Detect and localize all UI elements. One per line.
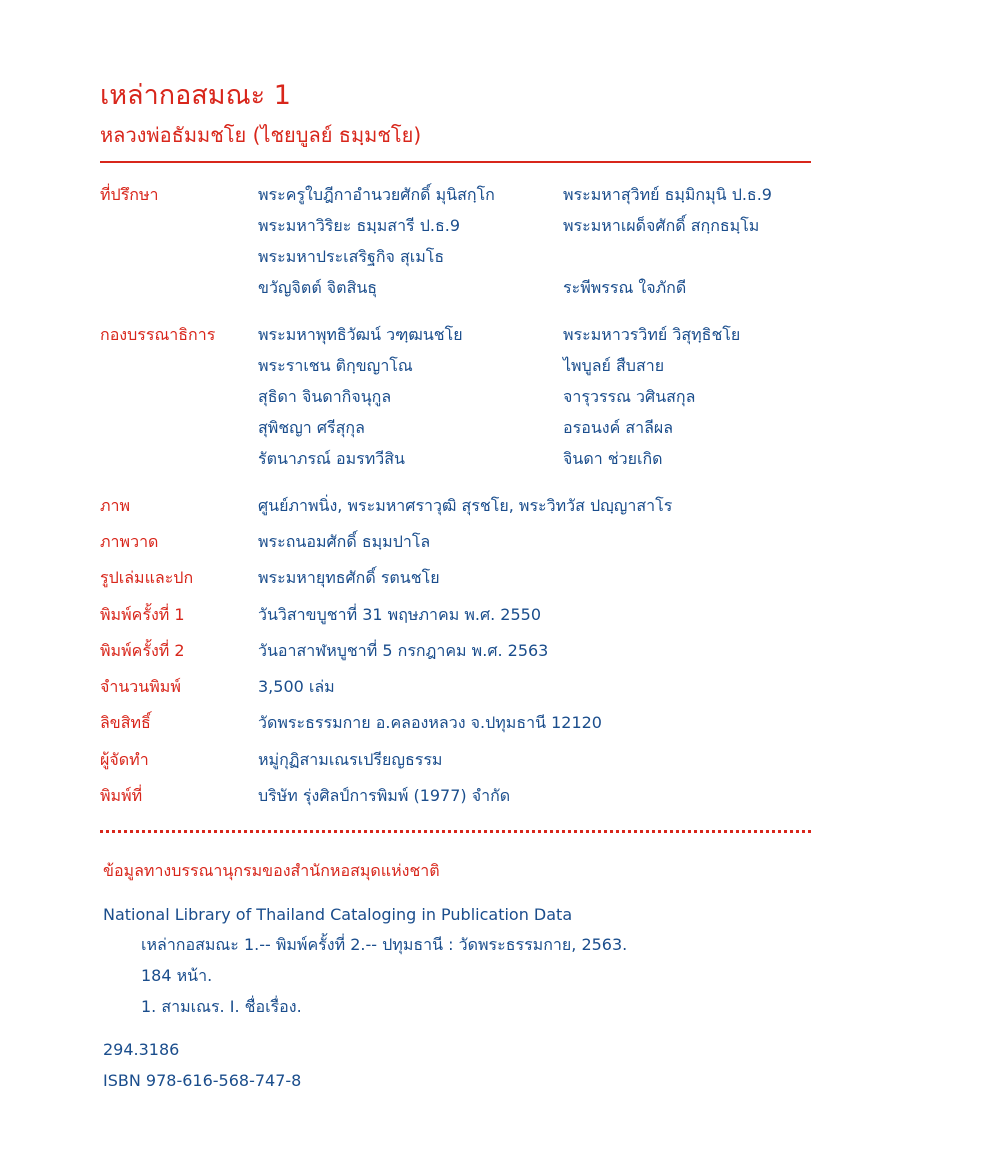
catalog-entry: เหล่ากอสมณะ 1.-- พิมพ์ครั้งที่ 2.-- ปทุมธานี : วัดพระธรรมกาย, 2563. (141, 935, 628, 954)
first-print-label: พิมพ์ครั้งที่ 1 (100, 605, 185, 624)
catalog-pages: 184 หน้า. (141, 966, 213, 985)
editor-name: อรอนงค์ สาลีผล (563, 418, 674, 437)
editor-name: สุพิชญา ศรีสุกุล (258, 418, 365, 437)
book-subtitle: หลวงพ่อธัมมชโย (ไชยบูลย์ ธมฺมชโย) (100, 123, 422, 147)
editor-name: รัตนาภรณ์ อมรทวีสิน (258, 449, 405, 468)
first-print-value: วันวิสาขบูชาที่ 31 พฤษภาคม พ.ศ. 2550 (258, 605, 541, 624)
copyright-label: ลิขสิทธิ์ (100, 713, 151, 732)
producer-label: ผู้จัดทำ (100, 750, 149, 769)
advisor-name: พระมหาประเสริฐกิจ สุเมโธ (258, 247, 445, 266)
editorial-label: กองบรรณาธิการ (100, 325, 216, 344)
class-number: 294.3186 (103, 1040, 180, 1059)
catalog-divider (100, 830, 811, 833)
print-run-label: จำนวนพิมพ์ (100, 677, 181, 696)
editor-name: สุธิดา จินดากิจนุกูล (258, 387, 392, 406)
editor-name: จารุวรรณ วศินสกุล (563, 387, 696, 406)
print-run-value: 3,500 เล่ม (258, 677, 335, 696)
printer-value: บริษัท รุ่งศิลป์การพิมพ์ (1977) จำกัด (258, 786, 511, 805)
catalog-english-heading: National Library of Thailand Cataloging in Publication Data (103, 905, 573, 924)
photo-label: ภาพ (100, 496, 131, 515)
copyright-value: วัดพระธรรมกาย อ.คลองหลวง จ.ปทุมธานี 12120 (258, 713, 602, 732)
title-divider (100, 161, 811, 163)
illustration-label: ภาพวาด (100, 532, 159, 551)
editor-name: พระมหาพุทธิวัฒน์ วฑฺฒนชโย (258, 325, 463, 344)
advisors-label: ที่ปรึกษา (100, 185, 159, 204)
advisor-name: พระครูใบฎีกาอำนวยศักดิ์ มุนิสกฺโก (258, 185, 495, 204)
editor-name: จินดา ช่วยเกิด (563, 449, 663, 468)
layout-value: พระมหายุทธศักดิ์ รตนชโย (258, 568, 440, 587)
editor-name: พระมหาวรวิทย์ วิสุทฺธิชโย (563, 325, 741, 344)
editor-name: พระราเชน ติกฺขญาโณ (258, 356, 413, 375)
editor-name: ไพบูลย์ สืบสาย (563, 356, 665, 375)
book-title: เหล่ากอสมณะ 1 (100, 80, 291, 111)
advisor-name: ระพีพรรณ ใจภักดี (563, 278, 687, 297)
printer-label: พิมพ์ที่ (100, 786, 143, 805)
photo-value: ศูนย์ภาพนิ่ง, พระมหาศราวุฒิ สุรชโย, พระวิทวัส ปญฺญาสาโร (258, 496, 673, 515)
producer-value: หมู่กุฏิสามเณรเปรียญธรรม (258, 750, 443, 769)
advisor-name: พระมหาเผด็จศักดิ์ สกฺกธมฺโม (563, 216, 760, 235)
catalog-heading: ข้อมูลทางบรรณานุกรมของสำนักหอสมุดแห่งชาติ (103, 861, 440, 880)
layout-label: รูปเล่มและปก (100, 568, 194, 587)
advisor-name: ขวัญจิตต์ จิตสินธุ (258, 278, 378, 297)
second-print-label: พิมพ์ครั้งที่ 2 (100, 641, 185, 660)
advisor-name: พระมหาสุวิทย์ ธมฺมิกมุนิ ป.ธ.9 (563, 185, 772, 204)
second-print-value: วันอาสาฬหบูชาที่ 5 กรกฎาคม พ.ศ. 2563 (258, 641, 549, 660)
isbn: ISBN 978-616-568-747-8 (103, 1071, 302, 1090)
advisor-name: พระมหาวิริยะ ธมฺมสารี ป.ธ.9 (258, 216, 461, 235)
illustration-value: พระถนอมศักดิ์ ธมฺมปาโล (258, 532, 431, 551)
catalog-subject: 1. สามเณร. I. ชื่อเรื่อง. (141, 997, 302, 1016)
